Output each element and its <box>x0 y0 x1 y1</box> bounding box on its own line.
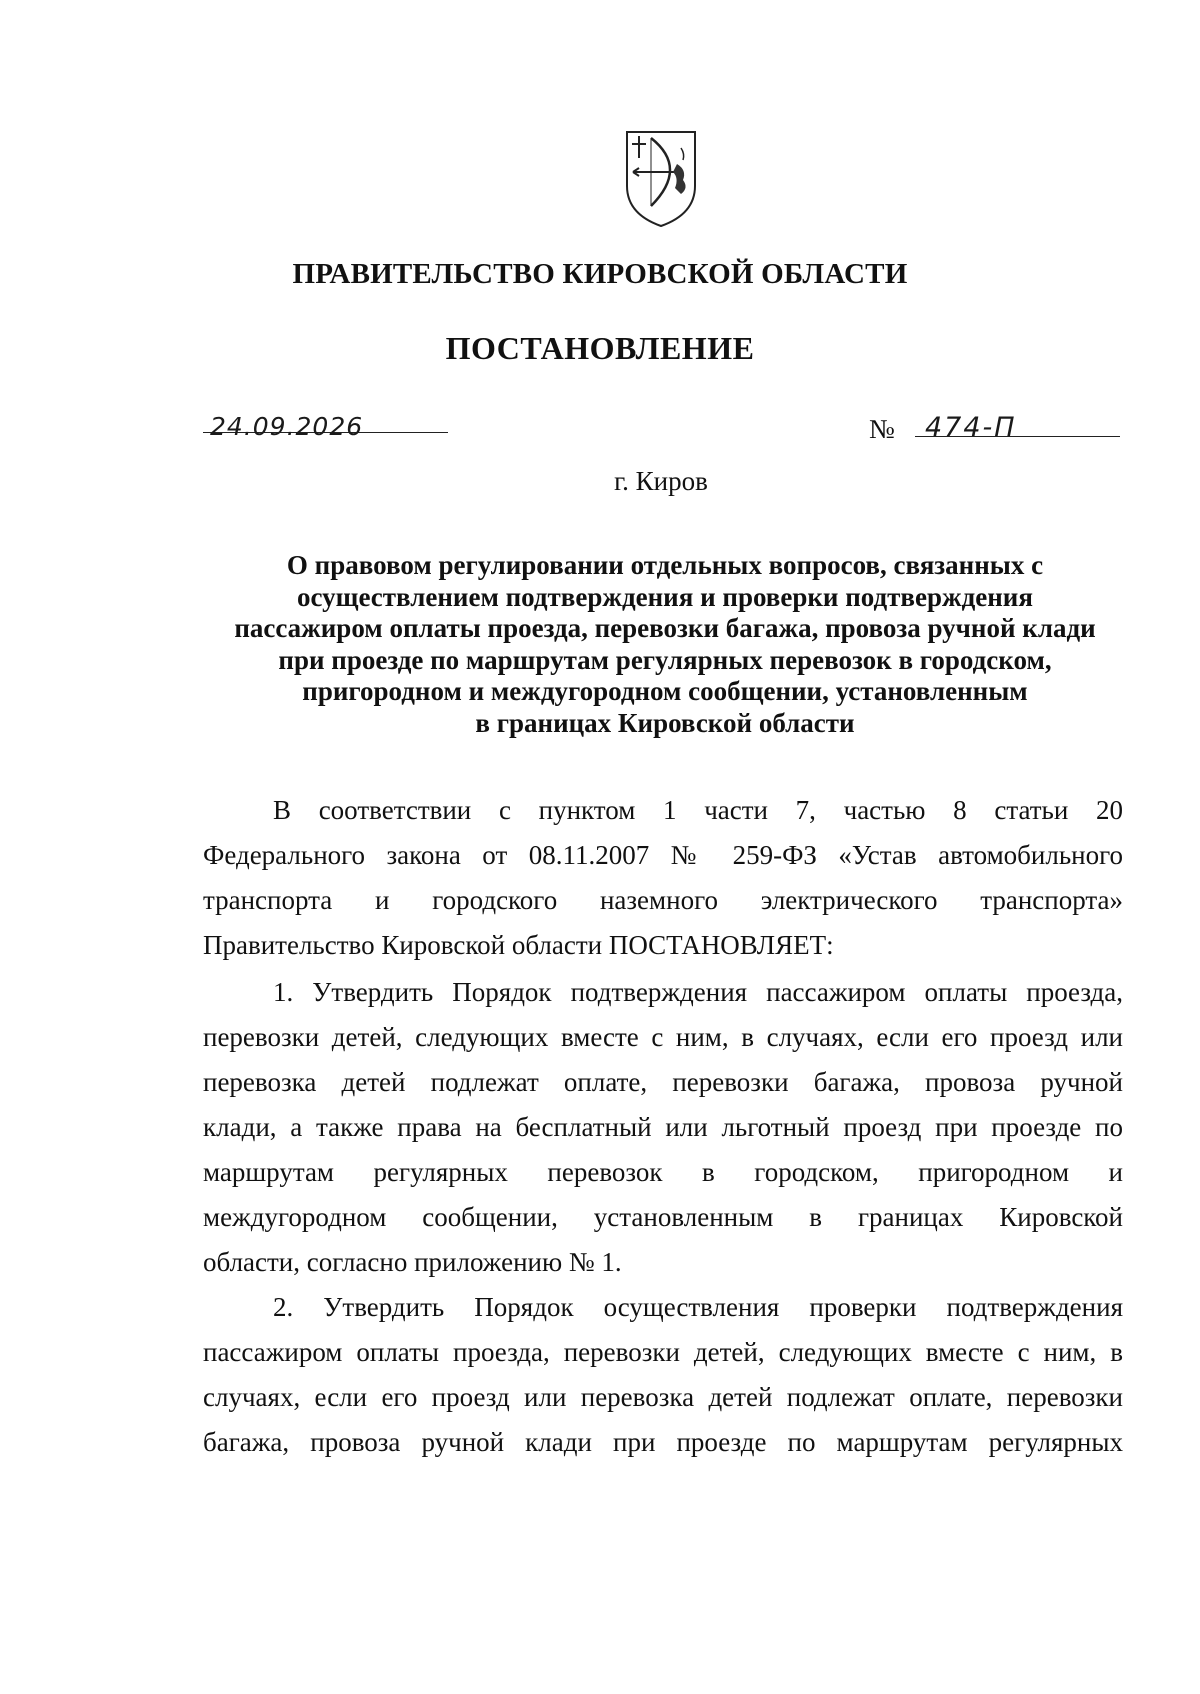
paragraph-line: багажа, провоза ручной клади при проезде по маршрутам регулярных <box>203 1427 1123 1457</box>
title-line: пассажиром оплаты проезда, перевозки багажа, провоза ручной клади <box>234 613 1096 643</box>
paragraph-line: транспорта и городского наземного электрического транспорта» <box>203 885 1123 915</box>
document-date: 24.09.2026 <box>210 412 364 441</box>
paragraph-line: междугородном сообщении, установленным в границах Кировской <box>203 1202 1123 1232</box>
paragraph-line: В соответствии с пунктом 1 части 7, частью 8 статьи 20 <box>273 795 1123 825</box>
paragraph-line: маршрутам регулярных перевозок в городском, пригородном и <box>203 1157 1123 1187</box>
paragraph-line: перевозки детей, следующих вместе с ним, в случаях, если его проезд или <box>203 1022 1123 1052</box>
paragraph-line: перевозка детей подлежат оплате, перевозки багажа, провоза ручной <box>203 1067 1123 1097</box>
paragraph-line: пассажиром оплаты проезда, перевозки детей, следующих вместе с ним, в <box>203 1337 1123 1367</box>
number-sign: № <box>869 414 895 444</box>
item-2-paragraph <box>203 1285 1123 1465</box>
title-line: при проезде по маршрутам регулярных перевозок в городском, <box>278 644 1052 675</box>
kirov-coat-of-arms-icon <box>621 128 701 228</box>
title-line: О правовом регулировании отдельных вопросов, связанных с <box>286 550 1044 580</box>
title-line: пригородном и междугородном сообщении, установленным <box>302 676 1028 706</box>
title-line: осуществлением подтверждения и проверки подтверждения <box>297 581 1033 612</box>
paragraph-line: клади, а также права на бесплатный или льготный проезд при проезде по <box>203 1112 1123 1142</box>
document-type: ПОСТАНОВЛЕНИЕ <box>445 330 755 366</box>
paragraph-line: 2. Утвердить Порядок осуществления проверки подтверждения <box>273 1292 1123 1322</box>
item-1-paragraph <box>203 970 1123 1285</box>
paragraph-line: Правительство Кировской области ПОСТАНОВЛЯЕТ: <box>203 930 834 960</box>
paragraph-line: 1. Утвердить Порядок подтверждения пассажиром оплаты проезда, <box>273 977 1123 1007</box>
preamble-paragraph <box>203 788 1123 968</box>
paragraph-line: случаях, если его проезд или перевозка детей подлежат оплате, перевозки <box>203 1382 1123 1412</box>
organization-name: ПРАВИТЕЛЬСТВО КИРОВСКОЙ ОБЛАСТИ <box>292 258 908 290</box>
paragraph-line: области, согласно приложению № 1. <box>203 1247 622 1277</box>
document-number: 474-П <box>925 412 1017 443</box>
title-line: в границах Кировской области <box>475 707 855 738</box>
paragraph-line: Федерального закона от 08.11.2007 № 259-ФЗ «Устав автомобильного <box>203 840 1123 870</box>
city: г. Киров <box>614 466 708 496</box>
document-title <box>195 550 1135 739</box>
